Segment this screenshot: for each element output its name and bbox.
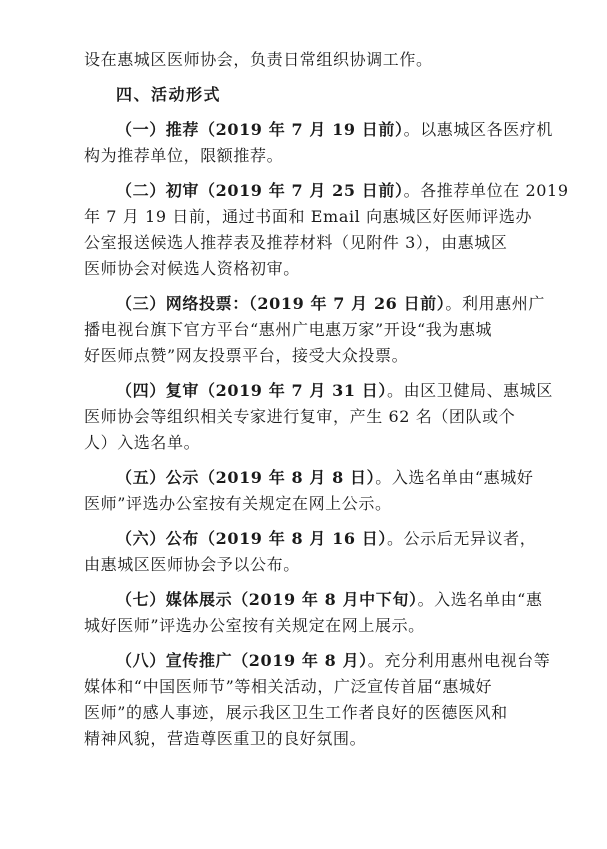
item-8-line-3: 医师”的感人事迹，展示我区卫生工作者良好的医德医风和 (84, 703, 508, 722)
item-8-first-line (84, 648, 551, 674)
item-2-text: 。各推荐单位在 2019 (403, 181, 569, 200)
item-6-title: （六）公布（2019 年 8 月 16 日） (116, 529, 387, 548)
item-2-line-2: 年 7 月 19 日前，通过书面和 Email 向惠城区好医师评选办 (84, 207, 533, 226)
item-1-text: 。以惠城区各医疗机 (403, 120, 553, 139)
section-heading: 四、活动形式 (116, 85, 222, 104)
intro-line: 设在惠城区医师协会，负责日常组织协调工作。 (84, 50, 433, 69)
item-3-line-3: 好医师点赞”网友投票平台，接受大众投票。 (84, 346, 409, 365)
item-4-first-line (84, 378, 553, 404)
item-3-line-2: 播电视台旗下官方平台“惠州广电惠万家”开设“我为惠城 (84, 320, 493, 339)
item-5-title: （五）公示（2019 年 8 月 8 日） (116, 468, 376, 487)
item-8-title: （八）宣传推广（2019 年 8 月） (116, 651, 368, 670)
item-3-text: 。利用惠州广 (445, 294, 545, 313)
item-6-line-2: 由惠城区医师协会予以公布。 (84, 555, 300, 574)
item-1-line-2: 构为推荐单位，限额推荐。 (84, 146, 284, 165)
item-7-text: 。入选名单由“惠 (417, 590, 543, 609)
item-5-line-2: 医师”评选办公室按有关规定在网上公示。 (84, 494, 392, 513)
item-1-first-line (84, 117, 553, 143)
item-1-title: （一）推荐（2019 年 7 月 19 日前） (116, 120, 404, 139)
item-7-first-line (84, 587, 543, 613)
item-4-line-3: 人）入选名单。 (84, 433, 201, 452)
item-3-first-line (84, 291, 545, 317)
item-2-title: （二）初审（2019 年 7 月 25 日前） (116, 181, 404, 200)
item-7-title: （七）媒体展示（2019 年 8 月中下旬） (116, 590, 418, 609)
item-8-line-2: 媒体和“中国医师节”等相关活动，广泛宣传首届“惠城好 (84, 677, 493, 696)
item-8-line-4: 精神风貌，营造尊医重卫的良好氛围。 (84, 729, 367, 748)
item-2-line-3: 公室报送候选人推荐表及推荐材料（见附件 3），由惠城区 (84, 233, 508, 252)
document-body (84, 47, 569, 752)
item-4-text: 。由区卫健局、惠城区 (386, 381, 553, 400)
item-8-text: 。充分利用惠州电视台等 (367, 651, 551, 670)
item-2-first-line (84, 178, 569, 204)
item-2-line-4: 医师协会对候选人资格初审。 (84, 259, 300, 278)
item-5-text: 。入选名单由“惠城好 (375, 468, 534, 487)
item-4-title: （四）复审（2019 年 7 月 31 日） (116, 381, 387, 400)
item-6-first-line (84, 526, 537, 552)
item-7-line-2: 城好医师”评选办公室按有关规定在网上展示。 (84, 616, 425, 635)
item-5-first-line (84, 465, 534, 491)
item-3-title: （三）网络投票：（2019 年 7 月 26 日前） (116, 294, 446, 313)
item-6-text: 。公示后无异议者， (386, 529, 537, 548)
item-4-line-2: 医师协会等组织相关专家进行复审，产生 62 名（团队或个 (84, 407, 516, 426)
